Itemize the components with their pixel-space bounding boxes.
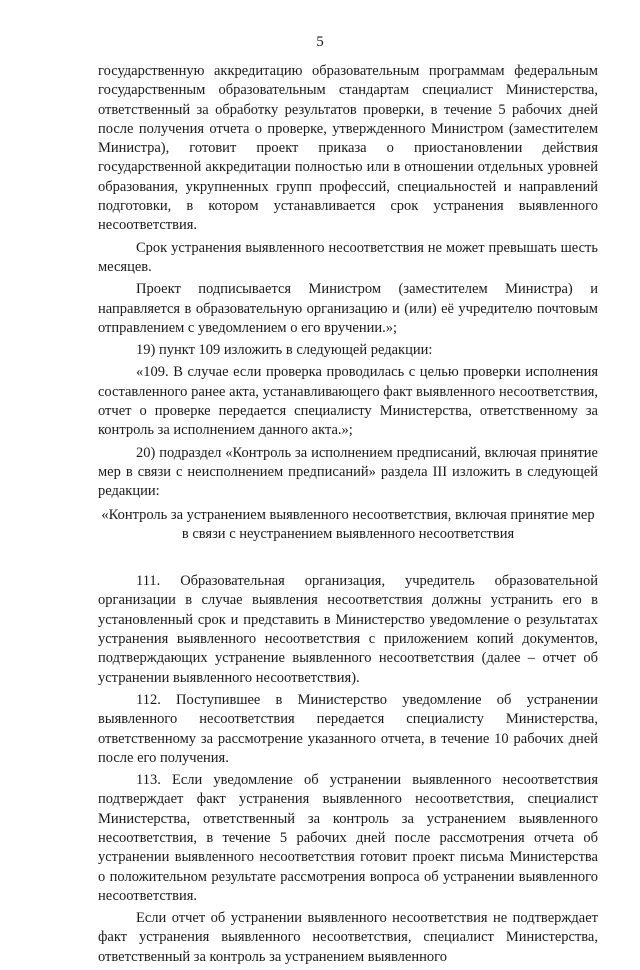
paragraph-deadline: Срок устранения выявленного несоответствия не может превышать шесть месяцев. [98,239,598,275]
paragraph-project-signing: Проект подписывается Министром (заместителем Министра) и направляется в образовательную организацию и (или) её учредителю почтовым отправлением с уведомлением о его вручении.»; [98,281,598,336]
paragraph-item-113: 113. Если уведомление об устранении выявленного несоответствия подтверждает факт устранения выявленного несоответствия, специалист Министерства, ответственный за контроль за устранением выявленного несоответствия, в течение 5 рабочих дней после рассмотрения отчета об устранении выявленного несоответствия готовит проект письма Министерства о положительном результате рассмотрения вопроса об устранении выявленного несоответствия. [98,772,598,904]
paragraph-accreditation-continuation: государственную аккредитацию образовательным программам федеральным государственным образовательным стандартам специалист Министерства, ответственный за обработку результатов проверки, в течение 5 рабочих дней после получения отчета о проверке, утвержденного Министром (заместителем Министра), готовит проект приказа о приостановлении действия государственной аккредитации полностью или в отношении отдельных уровней образования, укрупненных групп профессий, специальностей и направлений подготовки, в котором устанавливается срок устранения выявленного несоответствия. [98,63,598,234]
page-number: 5 [316,34,324,50]
paragraph-not-confirmed: Если отчет об устранении выявленного несоответствия не подтверждает факт устранения выявленного несоответствия, специалист Министерства, ответственный за контроль за устранением выявленного [98,910,598,965]
document-body [98,62,598,970]
paragraph-item-20: 20) подраздел «Контроль за исполнением предписаний, включая принятие мер в связи с неисполнением предписаний» раздела III изложить в следующей редакции: [98,444,598,500]
paragraph-item-19: 19) пункт 109 изложить в следующей редакции: [136,342,433,359]
paragraph-item-109: «109. В случае если проверка проводилась с целью проверки исполнения составленного ранее акта, устанавливающего факт выявленного несоответствия, отчет о проверке передается специалисту Министерства, ответственному за контроль за исполнением данного акта.»; [98,364,598,439]
paragraph-item-111: 111. Образовательная организация, учредитель образовательной организации в случае выявления несоответствия должны устранить его в установленный срок и представить в Министерство уведомление о результатах устранения выявленного несоответствия с приложением копий документов, подтверждающих устранение выявленного несоответствия (далее – отчет об устранении выявленного несоответствия). [98,573,598,686]
paragraph-item-112: 112. Поступившее в Министерство уведомление об устранении выявленного несоответствия передается специалисту Министерства, ответственному за рассмотрение указанного отчета, в течение 10 рабочих дней после его получения. [98,691,598,766]
section-heading: «Контроль за устранением выявленного несоответствия, включая принятие мер в связи с неустранением выявленного несоответствия [101,506,595,542]
